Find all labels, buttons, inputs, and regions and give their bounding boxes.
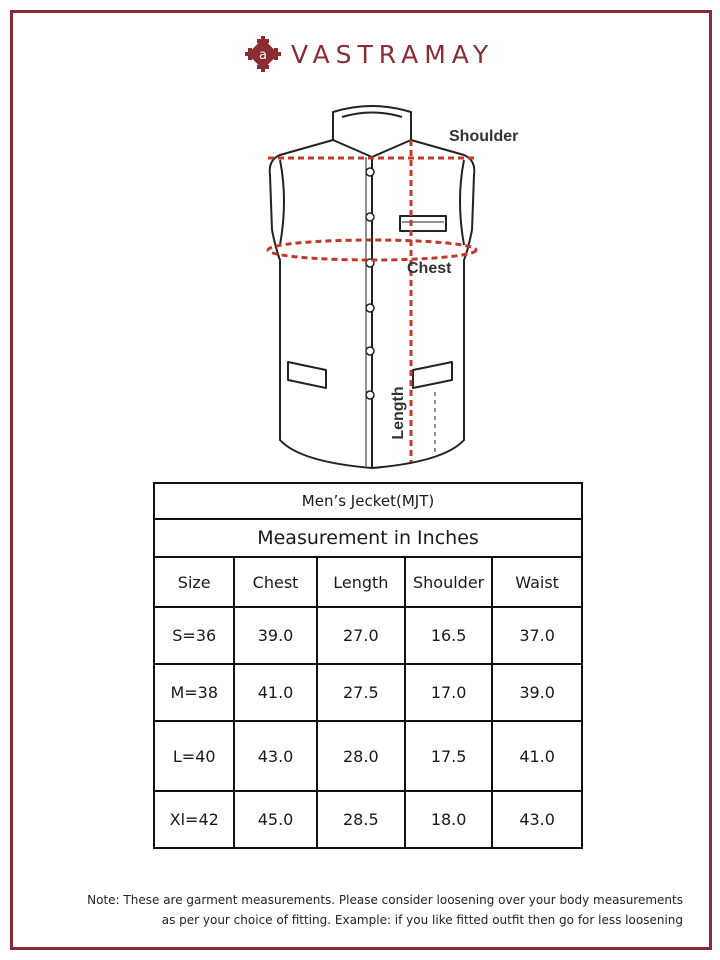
button-4 — [366, 304, 374, 312]
table-header-row — [154, 557, 582, 607]
table-cell: M=38 — [154, 664, 234, 721]
table-cell: 41.0 — [234, 664, 316, 721]
table-cell: Xl=42 — [154, 791, 234, 848]
note-line-1: Note: These are garment measurements. Please consider loosening over your body measurements — [87, 893, 683, 907]
table-row — [154, 607, 582, 664]
table-title-row — [154, 483, 582, 519]
shoulder-label: Shoulder — [449, 128, 519, 145]
column-header: Length — [317, 557, 405, 607]
collar-outline — [333, 106, 411, 157]
table-cell: 37.0 — [492, 607, 582, 664]
button-2 — [366, 213, 374, 221]
column-header: Size — [154, 557, 234, 607]
table-cell: 27.5 — [317, 664, 405, 721]
button-5 — [366, 347, 374, 355]
table-cell: 18.0 — [405, 791, 492, 848]
button-1 — [366, 168, 374, 176]
table-cell: L=40 — [154, 721, 234, 791]
size-chart-table — [153, 482, 583, 849]
table-cell: 43.0 — [492, 791, 582, 848]
table-cell: 43.0 — [234, 721, 316, 791]
table-subtitle: Measurement in Inches — [154, 519, 582, 557]
note-line-2: as per your choice of fitting. Example: if you like fitted outfit then go for less loosening — [161, 913, 683, 927]
table-title: Men’s Jecket(MJT) — [154, 483, 582, 519]
svg-text:a: a — [259, 48, 267, 63]
column-header: Shoulder — [405, 557, 492, 607]
column-header: Waist — [492, 557, 582, 607]
table-cell: 39.0 — [234, 607, 316, 664]
table-cell: 17.0 — [405, 664, 492, 721]
table-cell: 28.0 — [317, 721, 405, 791]
table-cell: S=36 — [154, 607, 234, 664]
table-cell: 17.5 — [405, 721, 492, 791]
table-subtitle-row — [154, 519, 582, 557]
column-header: Chest — [234, 557, 316, 607]
table-cell: 16.5 — [405, 607, 492, 664]
table-cell: 41.0 — [492, 721, 582, 791]
brand-name: VASTRAMAY — [291, 39, 495, 69]
chest-label: Chest — [407, 260, 452, 277]
table-row — [154, 664, 582, 721]
table-cell: 28.5 — [317, 791, 405, 848]
table-cell: 45.0 — [234, 791, 316, 848]
table-cell: 27.0 — [317, 607, 405, 664]
note-text — [30, 890, 683, 930]
table-row — [154, 721, 582, 791]
length-label: Length — [390, 386, 407, 440]
button-6 — [366, 391, 374, 399]
table-row — [154, 791, 582, 848]
table-cell: 39.0 — [492, 664, 582, 721]
